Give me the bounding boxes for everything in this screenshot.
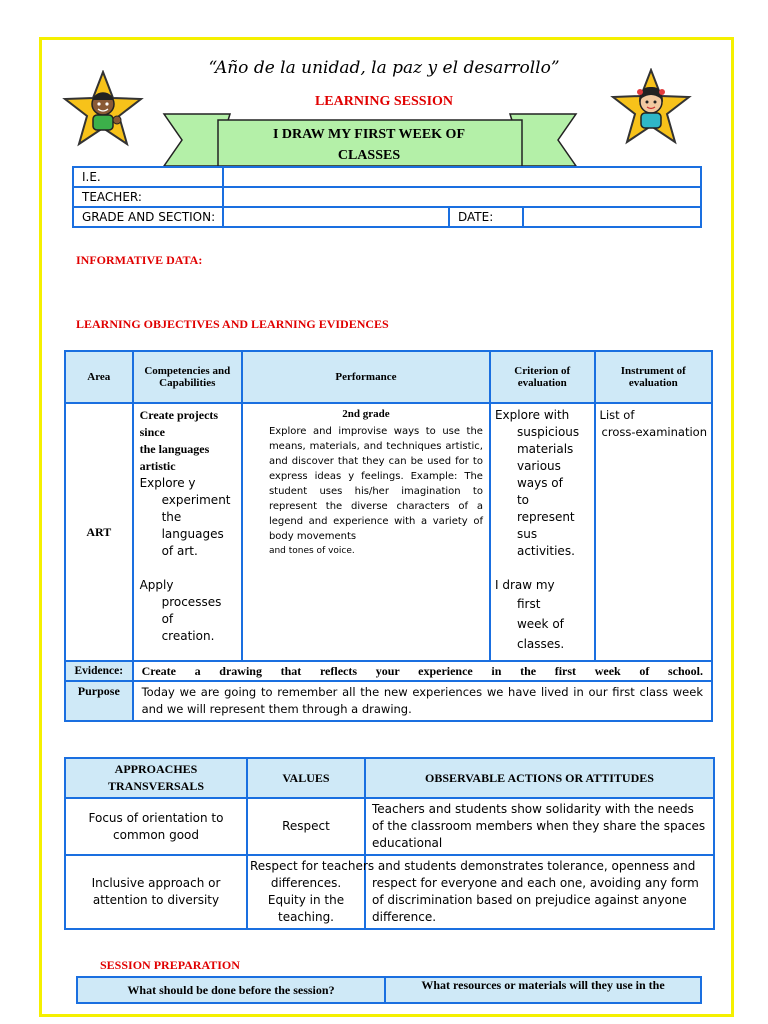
competency-title-line: since [139, 425, 165, 439]
criterion-line: sus [516, 527, 538, 541]
capability-line: Apply [139, 578, 174, 592]
criterion-line: ways of [516, 476, 563, 490]
info-table [72, 166, 702, 228]
criterion-line: I draw my [494, 578, 555, 592]
session-topic-line1: I DRAW MY FIRST WEEK OF [272, 127, 465, 142]
evidence-text: Create a drawing that reflects your experience in the first week of school. [133, 661, 712, 681]
header-values: VALUES [247, 758, 365, 798]
criterion-line: materials [516, 442, 574, 456]
instrument-cell [595, 403, 712, 661]
objectives-label: LEARNING OBJECTIVES AND LEARNING EVIDENCES [76, 317, 389, 331]
grade-label: 2nd grade [342, 408, 390, 420]
prep-before-header: What should be done before the session? [77, 977, 385, 1003]
criterion-line: Explore with [494, 408, 570, 422]
ie-value[interactable] [223, 167, 701, 187]
header-approaches: APPROACHES TRANSVERSALS [65, 758, 247, 798]
objectives-table [64, 350, 713, 722]
criterion-line: first [516, 597, 541, 611]
header-area: Area [65, 351, 133, 403]
session-topic-line2: CLASSES [337, 148, 401, 163]
area-value: ART [65, 403, 133, 661]
header-instrument: Instrument of evaluation [595, 351, 712, 403]
criterion-cell [490, 403, 595, 661]
instrument-line: cross-examination [601, 425, 707, 439]
capability-line: Explore y [139, 476, 196, 490]
capability-line: creation. [161, 629, 215, 643]
capability-line: experiment [161, 493, 231, 507]
performance-cell [242, 403, 490, 661]
purpose-label: Purpose [65, 681, 133, 721]
criterion-line: suspicious [516, 425, 580, 439]
preparation-heading [72, 958, 240, 973]
capability-apply [140, 577, 235, 645]
date-label: DATE: [449, 207, 523, 227]
approaches-table [64, 757, 715, 930]
teacher-label: TEACHER: [73, 187, 223, 207]
criterion-line: activities. [516, 544, 575, 558]
session-title: LEARNING SESSION [314, 94, 454, 109]
bullet-icon [249, 424, 269, 544]
preparation-label: SESSION PREPARATION [100, 958, 240, 972]
date-value[interactable] [523, 207, 701, 227]
criterion-line: week of [516, 617, 564, 631]
criterion-line: various [516, 459, 561, 473]
capability-explore [140, 475, 235, 560]
capability-line: languages [161, 527, 224, 541]
action-cell: Teachers and students show solidarity with the needs of the classroom members when they share the spaces educational [365, 798, 714, 855]
competency-title-line: artistic [139, 459, 176, 473]
competency-title-line: Create projects [139, 408, 219, 422]
capability-line: the [161, 510, 182, 524]
header-performance: Performance [242, 351, 490, 403]
action-cell: respect for everyone and each one, avoiding any form of discrimination based on prejudice against anyone difference. [365, 855, 714, 929]
value-line: Respect for teachers and students demonstrates tolerance, openness and [250, 859, 696, 873]
evidence-label: Evidence: [65, 661, 133, 681]
competency-title [140, 407, 235, 475]
value-cell: Respect [247, 798, 365, 855]
header-criterion: Criterion of evaluation [490, 351, 595, 403]
purpose-text: Today we are going to remember all the new experiences we have lived in our first class week and we will represent them through a drawing. [133, 681, 712, 721]
competencies-cell [133, 403, 242, 661]
performance-text: Explore and improvise ways to use the means, materials, and techniques artistic, and discover that they can be used for to express ideas y feelings. Example: The student uses his/her imagination to represent the diverse characters of a legend and experience with a variety of body movements [268, 426, 483, 542]
capability-line: of art. [161, 544, 198, 558]
instrument-line: List of [599, 408, 635, 422]
header-actions: OBSERVABLE ACTIONS OR ATTITUDES [365, 758, 714, 798]
session-topic [226, 124, 512, 166]
motto: “Año de la unidad, la paz y el desarrollo” [208, 58, 560, 78]
objectives-heading [72, 317, 389, 332]
performance-tail: and tones of voice. [268, 546, 355, 556]
informative-heading [72, 253, 202, 268]
value-line: differences. Equity in the teaching. [267, 876, 345, 924]
preparation-table [76, 976, 702, 1004]
criterion-line: to represent [516, 493, 575, 524]
ie-label: I.E. [73, 167, 223, 187]
header-competencies: Competencies and Capabilities [133, 351, 242, 403]
approach-cell: Inclusive approach or attention to diversity [65, 855, 247, 929]
teacher-value[interactable] [223, 187, 701, 207]
criterion-line: classes. [516, 637, 565, 651]
competency-title-line: the languages [139, 442, 210, 456]
grade-label: GRADE AND SECTION: [73, 207, 223, 227]
capability-line: processes of [161, 595, 222, 626]
informative-label: INFORMATIVE DATA: [76, 253, 203, 267]
prep-resources-header: What resources or materials will they use in the [385, 977, 701, 1003]
approach-cell: Focus of orientation to common good [65, 798, 247, 855]
grade-value[interactable] [223, 207, 449, 227]
